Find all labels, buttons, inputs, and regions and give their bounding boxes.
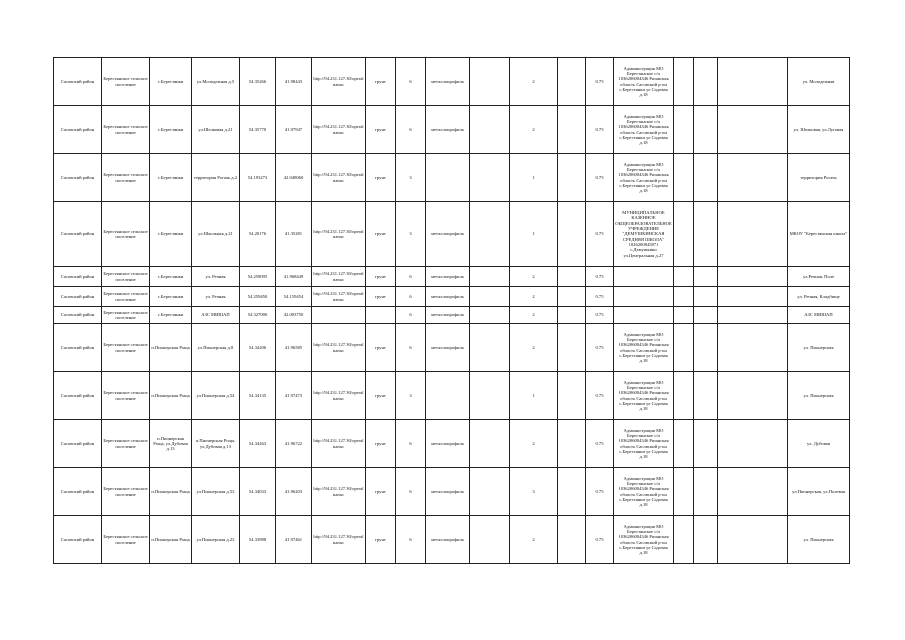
fence-material-cell xyxy=(426,372,470,420)
empty-cell xyxy=(694,468,718,516)
owner-cell: Администрация МО Берестянское с/п 1036206004346 Рязанская область Сасовский р-он с.Берестянки ул Садовая д.18 xyxy=(614,106,674,154)
map-link-cell: http://94.231.127.30/operalnanuc xyxy=(312,287,366,307)
table-row xyxy=(54,154,850,202)
longitude-cell: 42.048060 xyxy=(276,154,312,202)
settlement-cell: Берестянское сельское поселение xyxy=(102,287,150,307)
map-link-cell: http://94.231.127.30/operalnanuc xyxy=(312,267,366,287)
map-link-cell: http://94.231.127.30/operalnanuc xyxy=(312,154,366,202)
area-cell: 3 xyxy=(396,154,426,202)
container-volume-cell: 0.75 xyxy=(586,267,614,287)
district-cell: Сасовский район xyxy=(54,324,102,372)
longitude-cell: 41.96722 xyxy=(276,420,312,468)
waste-source-cell: ул. Пионерская xyxy=(788,372,850,420)
empty-cell xyxy=(674,307,694,324)
empty-cell xyxy=(558,372,586,420)
locality-cell: с.Берестянки xyxy=(150,202,192,267)
fence-material-cell: металлопрофиль xyxy=(426,267,470,287)
empty-cell xyxy=(694,106,718,154)
locality-cell: с.Берестянки xyxy=(150,58,192,106)
map-link-cell: http://94.231.127.30/operalnanuc xyxy=(312,516,366,564)
empty-cell xyxy=(558,106,586,154)
latitude-cell: 54.258095 xyxy=(240,267,276,287)
area-cell: 3 xyxy=(396,372,426,420)
container-count-cell: 2 xyxy=(510,267,558,287)
settlement-cell: Берестянское сельское поселение xyxy=(102,420,150,468)
container-volume-cell: 0.75 xyxy=(586,516,614,564)
waste-source-cell: АЗС МИШАП xyxy=(788,307,850,324)
address-cell: ул.Шелковая д.21 xyxy=(192,106,240,154)
district-cell: Сасовский район xyxy=(54,287,102,307)
surface-cell: грунт xyxy=(366,154,396,202)
settlement-cell: Берестянское сельское поселение xyxy=(102,267,150,287)
area-cell: 6 xyxy=(396,468,426,516)
container-count-cell: 2 xyxy=(510,307,558,324)
latitude-cell: 54.35770 xyxy=(240,106,276,154)
empty-cell xyxy=(674,154,694,202)
map-link-cell: http://94.231.127.30/operalnanuc xyxy=(312,106,366,154)
surface-cell: грунт xyxy=(366,106,396,154)
settlement-cell: Берестянское сельское поселение xyxy=(102,372,150,420)
empty-cell xyxy=(470,202,510,267)
area-cell: 6 xyxy=(396,324,426,372)
address-cell: ул.Школьная д.21 xyxy=(192,202,240,267)
latitude-cell: 54.35266 xyxy=(240,58,276,106)
map-link-cell: http://94.231.127.30/operalnanuc xyxy=(312,202,366,267)
longitude-cell: 41.96585 xyxy=(276,324,312,372)
fence-material-cell xyxy=(426,154,470,202)
latitude-cell: 54.327000 xyxy=(240,307,276,324)
settlement-cell: Берестянское сельское поселение xyxy=(102,324,150,372)
table-body xyxy=(54,58,850,564)
container-volume-cell: 0.75 xyxy=(586,202,614,267)
empty-cell xyxy=(694,154,718,202)
table-row xyxy=(54,106,850,154)
map-link-cell: http://94.231.127.30/operalnanuc xyxy=(312,324,366,372)
empty-cell xyxy=(470,372,510,420)
surface-cell: грунт xyxy=(366,58,396,106)
table-row xyxy=(54,58,850,106)
waste-source-cell: ул.Речная, Поле xyxy=(788,267,850,287)
district-cell: Сасовский район xyxy=(54,307,102,324)
empty-cell xyxy=(694,267,718,287)
surface-cell: грунт xyxy=(366,468,396,516)
empty-cell xyxy=(558,154,586,202)
district-cell: Сасовский район xyxy=(54,106,102,154)
container-volume-cell: 0.75 xyxy=(586,287,614,307)
locality-cell: с.Берестянки xyxy=(150,154,192,202)
area-cell: 3 xyxy=(396,202,426,267)
map-link-cell: http://94.231.127.30/operalnanuc xyxy=(312,420,366,468)
empty-cell xyxy=(718,420,788,468)
district-cell: Сасовский район xyxy=(54,516,102,564)
fence-material-cell: металлопрофиль xyxy=(426,58,470,106)
surface-cell: грунт xyxy=(366,267,396,287)
area-cell: 6 xyxy=(396,267,426,287)
address-cell: п.Пионерская Роща, ул.Дубовая д.13 xyxy=(192,420,240,468)
empty-cell xyxy=(718,372,788,420)
map-link-cell xyxy=(312,307,366,324)
container-count-cell: 2 xyxy=(510,58,558,106)
address-cell: ул.Молодежная д.5 xyxy=(192,58,240,106)
table-row xyxy=(54,420,850,468)
empty-cell xyxy=(674,267,694,287)
empty-cell xyxy=(470,287,510,307)
empty-cell xyxy=(674,372,694,420)
empty-cell xyxy=(674,324,694,372)
empty-cell xyxy=(718,324,788,372)
empty-cell xyxy=(718,106,788,154)
owner-cell: Администрация МО Берестянское с/п 1036206004346 Рязанская область Сасовский р-он с.Берестянки ул Садовая д.18 xyxy=(614,154,674,202)
fence-material-cell: металлопрофиль xyxy=(426,516,470,564)
container-count-cell: 2 xyxy=(510,106,558,154)
longitude-cell: 54.159454 xyxy=(276,287,312,307)
surface-cell: грунт xyxy=(366,372,396,420)
container-count-cell: 1 xyxy=(510,154,558,202)
locality-cell: с.Берестянки xyxy=(150,267,192,287)
empty-cell xyxy=(674,106,694,154)
empty-cell xyxy=(694,516,718,564)
settlement-cell: Берестянское сельское поселение xyxy=(102,516,150,564)
table-row xyxy=(54,372,850,420)
container-count-cell: 1 xyxy=(510,202,558,267)
longitude-cell: 41.96203 xyxy=(276,468,312,516)
address-cell: ул. Речная xyxy=(192,267,240,287)
waste-source-cell: ул. Пионерская xyxy=(788,516,850,564)
fence-material-cell: металлопрофиль xyxy=(426,420,470,468)
waste-source-cell: ул.Пионерская, ул.Полевая xyxy=(788,468,850,516)
owner-cell: Администрация МО Берестянское с/п 1036206004346 Рязанская область Сасовский р-он с.Берестянки ул Садовая д.18 xyxy=(614,58,674,106)
empty-cell xyxy=(718,468,788,516)
latitude-cell: 54.193273 xyxy=(240,154,276,202)
empty-cell xyxy=(694,372,718,420)
fence-material-cell: металлопрофиль xyxy=(426,202,470,267)
empty-cell xyxy=(558,202,586,267)
table-row xyxy=(54,468,850,516)
container-volume-cell: 0.75 xyxy=(586,154,614,202)
empty-cell xyxy=(470,267,510,287)
surface-cell: грунт xyxy=(366,516,396,564)
district-cell: Сасовский район xyxy=(54,154,102,202)
empty-cell xyxy=(674,468,694,516)
empty-cell xyxy=(694,287,718,307)
container-volume-cell: 0.75 xyxy=(586,468,614,516)
waste-source-cell: территория Рогачь xyxy=(788,154,850,202)
locality-cell: п.Пионерская Роща, ул.Дубовая д.13 xyxy=(150,420,192,468)
waste-source-cell: МКОУ "Берестянская школа" xyxy=(788,202,850,267)
address-cell: АЗС МИШАП xyxy=(192,307,240,324)
surface-cell: грунт xyxy=(366,202,396,267)
container-count-cell: 2 xyxy=(510,324,558,372)
container-count-cell: 2 xyxy=(510,516,558,564)
empty-cell xyxy=(470,468,510,516)
waste-source-cell: ул. Дубовая xyxy=(788,420,850,468)
container-site-register-table xyxy=(53,57,850,564)
locality-cell: п.Пионерская Роща xyxy=(150,468,192,516)
area-cell: 6 xyxy=(396,516,426,564)
table-row xyxy=(54,287,850,307)
locality-cell: с.Берестянки xyxy=(150,106,192,154)
empty-cell xyxy=(674,202,694,267)
surface-cell: грунт xyxy=(366,420,396,468)
area-cell: 6 xyxy=(396,287,426,307)
settlement-cell: Берестянское сельское поселение xyxy=(102,106,150,154)
area-cell: 6 xyxy=(396,106,426,154)
table-row xyxy=(54,516,850,564)
locality-cell: с.Берестянки xyxy=(150,307,192,324)
empty-cell xyxy=(718,287,788,307)
empty-cell xyxy=(674,58,694,106)
area-cell: 6 xyxy=(396,58,426,106)
district-cell: Сасовский район xyxy=(54,267,102,287)
empty-cell xyxy=(470,58,510,106)
district-cell: Сасовский район xyxy=(54,202,102,267)
locality-cell: п.Пионерская Роща xyxy=(150,324,192,372)
fence-material-cell: металлопрофиль xyxy=(426,287,470,307)
map-link-cell: http://94.231.127.30/operalnanuc xyxy=(312,58,366,106)
longitude-cell: 41.968449 xyxy=(276,267,312,287)
owner-cell: Администрация МО Берестянское с/п 1036206004346 Рязанская область Сасовский р-он с.Берестянки ул Садовая д.18 xyxy=(614,324,674,372)
address-cell: ул.Пионерская д.8 xyxy=(192,324,240,372)
latitude-cell: 54.34206 xyxy=(240,324,276,372)
district-cell: Сасовский район xyxy=(54,372,102,420)
longitude-cell: 41.97947 xyxy=(276,106,312,154)
locality-cell: п.Пионерская Роща xyxy=(150,516,192,564)
container-volume-cell: 0.75 xyxy=(586,420,614,468)
container-count-cell: 2 xyxy=(510,420,558,468)
empty-cell xyxy=(718,58,788,106)
empty-cell xyxy=(470,420,510,468)
settlement-cell: Берестянское сельское поселение xyxy=(102,307,150,324)
empty-cell xyxy=(674,516,694,564)
settlement-cell: Берестянское сельское поселение xyxy=(102,58,150,106)
empty-cell xyxy=(718,267,788,287)
empty-cell xyxy=(694,324,718,372)
empty-cell xyxy=(718,307,788,324)
owner-cell xyxy=(614,287,674,307)
empty-cell xyxy=(674,420,694,468)
surface-cell xyxy=(366,307,396,324)
empty-cell xyxy=(558,58,586,106)
waste-source-cell: ул. Речная, Кладбище xyxy=(788,287,850,307)
settlement-cell: Берестянское сельское поселение xyxy=(102,202,150,267)
owner-cell: Администрация МО Берестянское с/п 1036206004346 Рязанская область Сасовский р-он с.Берестянки ул Садовая д.18 xyxy=(614,372,674,420)
address-cell: ул.Пионерская д.53 xyxy=(192,468,240,516)
locality-cell: п.Пионерская Роща xyxy=(150,372,192,420)
empty-cell xyxy=(558,324,586,372)
longitude-cell: 41.97473 xyxy=(276,372,312,420)
address-cell: ул. Речная xyxy=(192,287,240,307)
address-cell: ул.Пионерская д.23 xyxy=(192,516,240,564)
empty-cell xyxy=(558,468,586,516)
owner-cell: Администрация МО Берестянское с/п 1036206004346 Рязанская область Сасовский р-он с.Берестянки ул Садовая д.18 xyxy=(614,468,674,516)
container-count-cell: 1 xyxy=(510,372,558,420)
empty-cell xyxy=(470,106,510,154)
fence-material-cell: металлопрофиль xyxy=(426,307,470,324)
container-volume-cell: 0.75 xyxy=(586,372,614,420)
latitude-cell: 54.259450 xyxy=(240,287,276,307)
district-cell: Сасовский район xyxy=(54,468,102,516)
address-cell: территория Рогачь.д.2 xyxy=(192,154,240,202)
fence-material-cell: металлопрофиль xyxy=(426,468,470,516)
latitude-cell: 54.34135 xyxy=(240,372,276,420)
settlement-cell: Берестянское сельское поселение xyxy=(102,468,150,516)
container-count-cell: 2 xyxy=(510,287,558,307)
empty-cell xyxy=(694,58,718,106)
empty-cell xyxy=(470,307,510,324)
container-count-cell: 3 xyxy=(510,468,558,516)
latitude-cell: 54.34033 xyxy=(240,468,276,516)
table-row xyxy=(54,202,850,267)
empty-cell xyxy=(694,420,718,468)
owner-cell: Администрация МО Берестянское с/п 1036206004346 Рязанская область Сасовский р-он с.Берестянки ул Садовая д.18 xyxy=(614,516,674,564)
district-cell: Сасовский район xyxy=(54,58,102,106)
empty-cell xyxy=(470,324,510,372)
empty-cell xyxy=(558,287,586,307)
empty-cell xyxy=(558,420,586,468)
waste-source-cell: ул. Шелковая, ул.Луговая xyxy=(788,106,850,154)
map-link-cell: http://94.231.127.30/operalnanuc xyxy=(312,468,366,516)
empty-cell xyxy=(694,307,718,324)
fence-material-cell: металлопрофиль xyxy=(426,106,470,154)
empty-cell xyxy=(470,516,510,564)
table-row xyxy=(54,307,850,324)
empty-cell xyxy=(674,287,694,307)
district-cell: Сасовский район xyxy=(54,420,102,468)
empty-cell xyxy=(558,267,586,287)
owner-cell: Администрация МО Берестянское с/п 1036206004346 Рязанская область Сасовский р-он с.Берестянки ул Садовая д.18 xyxy=(614,420,674,468)
area-cell: 6 xyxy=(396,420,426,468)
waste-source-cell: ул. Пионерская xyxy=(788,324,850,372)
latitude-cell: 54.34263 xyxy=(240,420,276,468)
settlement-cell: Берестянское сельское поселение xyxy=(102,154,150,202)
empty-cell xyxy=(718,516,788,564)
locality-cell: с.Берестянки xyxy=(150,287,192,307)
owner-cell xyxy=(614,307,674,324)
waste-source-cell: ул. Молодежная xyxy=(788,58,850,106)
empty-cell xyxy=(718,154,788,202)
longitude-cell: 42.003750 xyxy=(276,307,312,324)
empty-cell xyxy=(558,516,586,564)
longitude-cell: 41.97461 xyxy=(276,516,312,564)
area-cell: 6 xyxy=(396,307,426,324)
surface-cell: грунт xyxy=(366,324,396,372)
empty-cell xyxy=(694,202,718,267)
longitude-cell: 41.35281 xyxy=(276,202,312,267)
empty-cell xyxy=(470,154,510,202)
container-volume-cell: 0.75 xyxy=(586,106,614,154)
empty-cell xyxy=(718,202,788,267)
longitude-cell: 41.98443 xyxy=(276,58,312,106)
container-volume-cell: 0.75 xyxy=(586,307,614,324)
container-volume-cell: 0.75 xyxy=(586,58,614,106)
latitude-cell: 54.33988 xyxy=(240,516,276,564)
table-row xyxy=(54,267,850,287)
owner-cell xyxy=(614,267,674,287)
container-volume-cell: 0.75 xyxy=(586,324,614,372)
owner-cell: МУНИЦИПАЛЬНОЕ КАЗЕННОЕ ОБЩЕОБРАЗОВАТЕЛЬНОЕ УЧРЕЖДЕНИЕ "ДЕМУШКИНСКАЯ СРЕДНЯЯ ШКОЛА" 1026200845871 с.Демушкино ул.Центральная д.27 xyxy=(614,202,674,267)
table-row xyxy=(54,324,850,372)
fence-material-cell: металлопрофиль xyxy=(426,324,470,372)
surface-cell: грунт xyxy=(366,287,396,307)
address-cell: ул.Пионерская д.54 xyxy=(192,372,240,420)
empty-cell xyxy=(558,307,586,324)
map-link-cell: http://94.231.127.30/operalnanuc xyxy=(312,372,366,420)
latitude-cell: 54.20176 xyxy=(240,202,276,267)
